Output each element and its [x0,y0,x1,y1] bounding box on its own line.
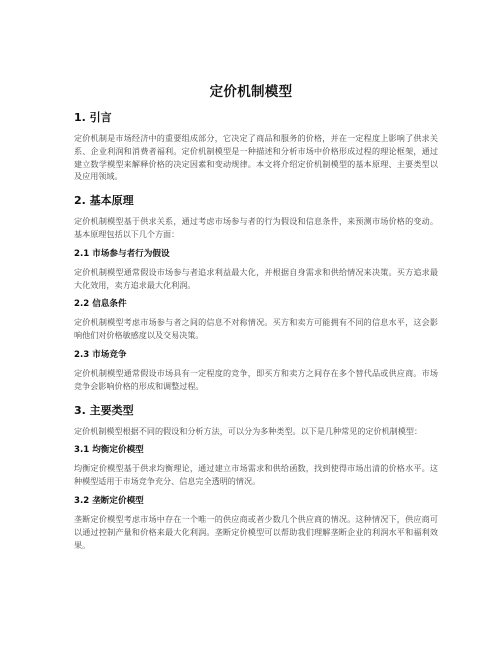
subsection-heading-monopoly: 3.2 垄断定价模型 [74,495,144,506]
section-paragraph-intro: 定价机制是市场经济中的重要组成部分，它决定了商品和服务的价格，并在一定程度上影响了供求关系、企业利润和消费者福利。定价机制模型是一种描述和分析市场中价格形成过程的理论框架，通过建立数学模型来解释价格的决定因素和变动规律。本文将介绍定价机制模型的基本原理、主要类型以及应用领域。 [74,133,438,182]
document-title: 定价机制模型 [209,84,293,100]
subsection-paragraph-information: 定价机制模型考虑市场参与者之间的信息不对称情况。买方和卖方可能拥有不同的信息水平，这会影响他们对价格敏感度以及交易决策。 [74,317,438,341]
section-paragraph-principles: 定价机制模型基于供求关系，通过考虑市场参与者的行为假设和信息条件，来预测市场价格的变动。基本原理包括以下几个方面： [74,216,438,239]
subsection-heading-equilibrium: 3.1 均衡定价模型 [74,445,144,456]
subsection-paragraph-behavior: 定价机制模型通常假设市场参与者追求利益最大化，并根据自身需求和供给情况来决策。买方追求最大化效用，卖方追求最大化利润。 [74,266,438,290]
subsection-paragraph-competition: 定价机制模型通常假设市场具有一定程度的竞争，即买方和卖方之间存在多个替代品或供应商。市场竞争会影响价格的形成和调整过程。 [74,367,438,391]
subsection-heading-behavior: 2.1 市场参与者行为假设 [74,248,170,259]
document-body [74,100,438,551]
subsection-heading-competition: 2.3 市场竞争 [74,349,127,360]
section-heading-types: 3. 主要类型 [74,403,134,417]
subsection-heading-information: 2.2 信息条件 [74,299,127,310]
subsection-paragraph-equilibrium: 均衡定价模型基于供求均衡理论，通过建立市场需求和供给函数，找到使得市场出清的价格水平。这种模型适用于市场竞争充分、信息完全透明的情况。 [74,463,438,487]
subsection-paragraph-monopoly: 垄断定价模型考虑市场中存在一个唯一的供应商或者少数几个供应商的情况。这种情况下，供应商可以通过控制产量和价格来最大化利润。垄断定价模型可以帮助我们理解垄断企业的利润水平和福利效果。 [74,513,438,550]
section-heading-principles: 2. 基本原理 [74,194,134,208]
section-paragraph-types: 定价机制模型根据不同的假设和分析方法，可以分为多种类型。以下是几种常见的定价机制模型： [74,425,423,436]
section-heading-intro: 1. 引言 [74,111,112,124]
